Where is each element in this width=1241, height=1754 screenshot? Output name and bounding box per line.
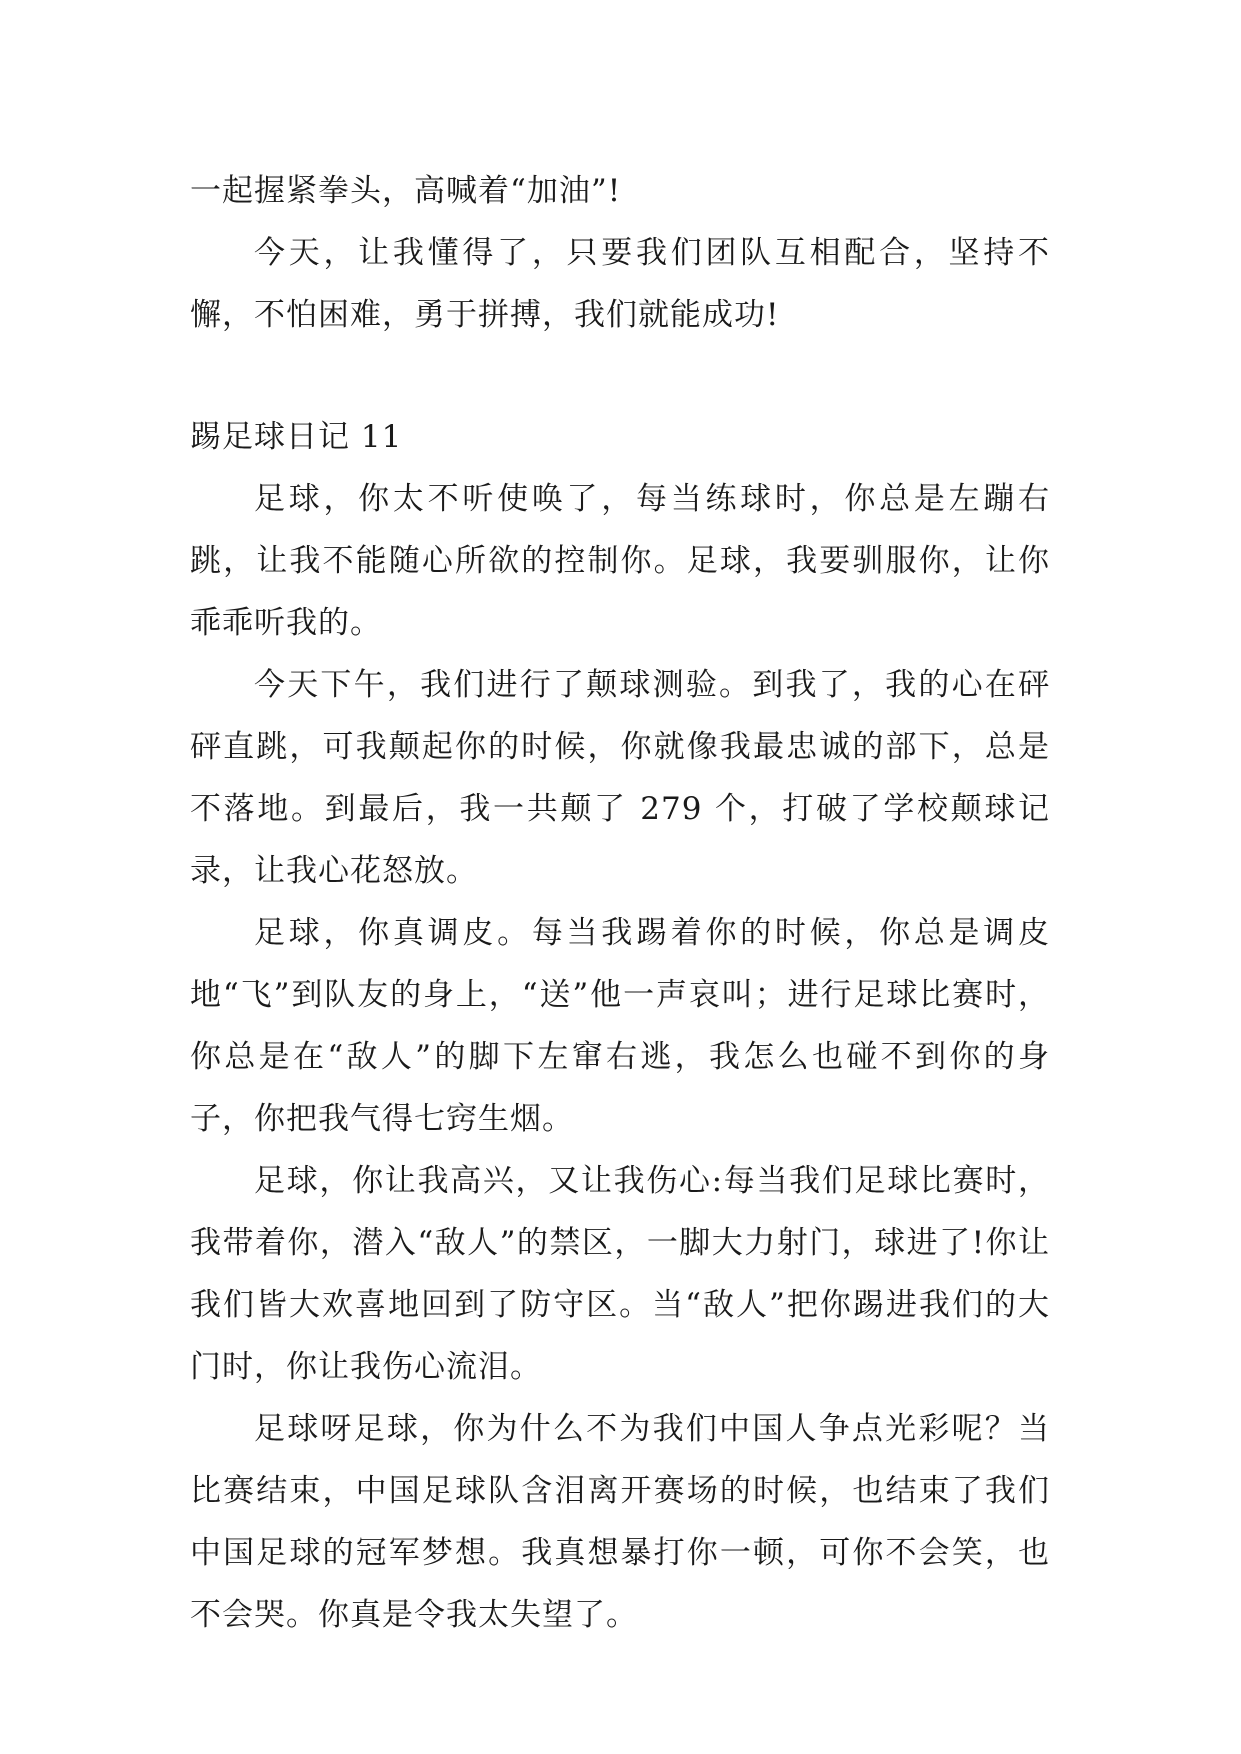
paragraph-conclusion: 今天，让我懂得了，只要我们团队互相配合，坚持不懈，不怕困难，勇于拼搏，我们就能成功! [190, 235, 1050, 333]
paragraph-continuation: 一起握紧拳头，高喊着“加油”! [190, 173, 622, 209]
paragraph: 足球，你让我高兴，又让我伤心:每当我们足球比赛时，我带着你，潜入“敌人”的禁区，一脚大力射门，球进了!你让我们皆大欢喜地回到了防守区。当“敌人”把你踢进我们的大门时，你让我伤心流泪。 [190, 1163, 1050, 1385]
paragraph: 足球，你太不听使唤了，每当练球时，你总是左蹦右跳，让我不能随心所欲的控制你。足球，我要驯服你，让你乖乖听我的。 [190, 481, 1050, 641]
document-body [190, 160, 1050, 1646]
section-gap [190, 346, 1050, 406]
paragraph: 今天下午，我们进行了颠球测验。到我了，我的心在砰砰直跳，可我颠起你的时候，你就像我最忠诚的部下，总是不落地。到最后，我一共颠了 279 个，打破了学校颠球记录，让我心花怒放。 [190, 667, 1050, 889]
paragraph: 足球，你真调皮。每当我踢着你的时候，你总是调皮地“飞”到队友的身上，“送”他一声哀叫；进行足球比赛时，你总是在“敌人”的脚下左窜右逃，我怎么也碰不到你的身子，你把我气得七窍生烟。 [190, 915, 1050, 1137]
paragraph: 足球呀足球，你为什么不为我们中国人争点光彩呢？当比赛结束，中国足球队含泪离开赛场的时候，也结束了我们中国足球的冠军梦想。我真想暴打你一顿，可你不会笑，也不会哭。你真是令我太失望了。 [190, 1411, 1050, 1633]
section-title: 踢足球日记 11 [190, 419, 403, 455]
